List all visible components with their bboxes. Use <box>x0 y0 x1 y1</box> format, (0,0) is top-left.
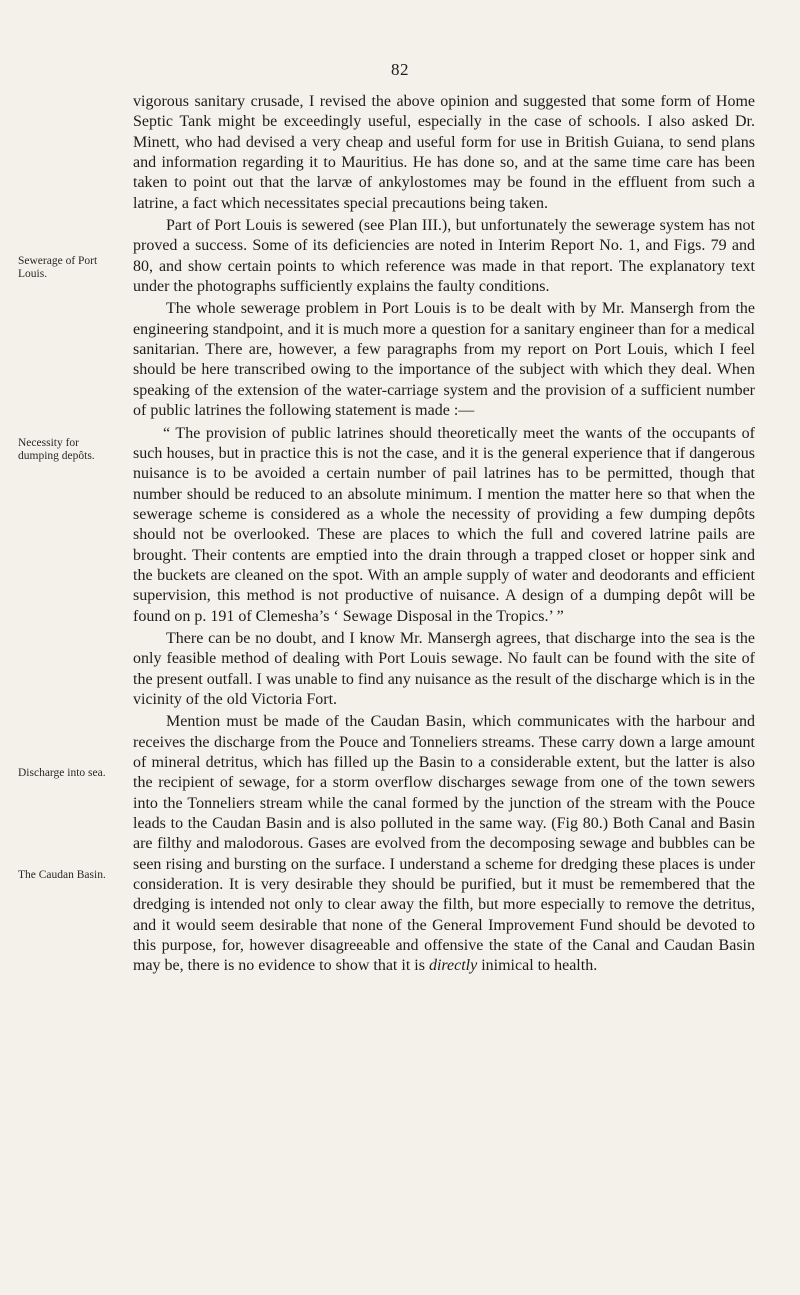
margin-note-sewerage: Sewerage of Port Louis. <box>18 255 98 280</box>
margin-note-discharge: Discharge into sea. <box>18 767 106 779</box>
body-text <box>133 92 755 977</box>
paragraph-sewerage-port-louis: Part of Port Louis is sewered (see Plan III.), but unfortunately the sewerage system has not proved a success. Some of its deficiencies are noted in Interim Report No. 1, and Figs. 79 and 80, and show certain points to which reference was made in that report. The explanatory text under the photographs sufficiently explains the faulty conditions. <box>133 217 755 296</box>
page-number: 82 <box>391 60 409 79</box>
margin-note-caudan-basin: The Caudan Basin. <box>18 869 106 881</box>
paragraph-sewerage-problem: The whole sewerage problem in Port Louis is to be dealt with by Mr. Mansergh from the engineering standpoint, and it is much more a question for a sanitary engineer than for a medical sanitarian. There are, however, a few paragraphs from my report on Port Louis, which I feel should be here transcribed owing to the importance of the subject with which they deal. When speaking of the extension of the water-carriage system and the provision of a sufficient number of public latrines the following statement is made :— <box>133 300 755 420</box>
emphasis-directly: directly <box>428 957 478 975</box>
paragraph-quoted-report: “ The provision of public latrines should theoretically meet the wants of the occupants of such houses, but in practice this is not the case, and it is the general experience that if dangerous nuisance is to be avoided a certain number of pail latrines has to be permitted, though that number should be reduced to an absolute minimum. I mention the matter here so that when the sewerage scheme is considered as a whole the necessity of providing a few dumping depôts should not be overlooked. These are places to which the full and covered latrine pails are brought. Their contents are emptied into the drain through a trapped closet or hopper sink and the buckets are cleaned on the spot. With an ample supply of water and deodorants and efficient supervision, this method is not productive of nuisance. A design of a dumping depôt will be found on p. 191 of Clemesha’s ‘ Sewage Disposal in the Tropics.’ ” <box>133 424 755 625</box>
paragraph-caudan-basin-tail: inimical to health. <box>477 957 598 975</box>
paragraph-caudan-basin-text: Mention must be made of the Caudan Basin, which communicates with the harbour and receives the discharge from the Pouce and Tonneliers streams. These carry down a large amount of mineral detritus, which has filled up the Basin to a considerable extent, but the latter is also the recipient of sewage, for a storm overflow discharges sewage from one of the town sewers into the Tonneliers stream while the canal formed by the junction of the stream with the Pouce leads to the Caudan Basin and is also polluted in the same way. (Fig 80.) Both Canal and Basin are filthy and malodorous. Gases are evolved from the decomposing sewage and bubbles can be seen rising and bursting on the surface. I understand a scheme for dredging these places is under consideration. It is very desirable they should be purified, but it must be remembered that the dredging is intended not only to clear away the filth, but more especially to remove the detritus, and it would seem desirable that none of the General Improvement Fund should be devoted to this purpose, for, however disagreeable and offensive the state of the Canal and Caudan Basin may be, there is no evidence to show that it is <box>133 713 755 975</box>
paragraph-caudan-basin <box>133 712 755 976</box>
paragraph-discharge-sea: There can be no doubt, and I know Mr. Mansergh agrees, that discharge into the sea is the only feasible method of dealing with Port Louis sewage. No fault can be found with the site of the present outfall. I was unable to find any nuisance as the result of the discharge which is in the vicinity of the old Victoria Fort. <box>133 629 755 708</box>
paragraph-septic-tank: vigorous sanitary crusade, I revised the above opinion and suggested that some form of Home Septic Tank might be exceedingly useful, especially in the case of schools. I also asked Dr. Minett, who had devised a very cheap and useful form for use in British Guiana, to send plans and information regarding it to Mauritius. He has done so, and at the same time care has been taken to point out that the larvæ of ankylostomes may be found in the effluent from such a latrine, a fact which necessitates special precautions being taken. <box>133 93 755 212</box>
margin-note-dumping-depots: Necessity for dumping depôts. <box>18 437 95 462</box>
